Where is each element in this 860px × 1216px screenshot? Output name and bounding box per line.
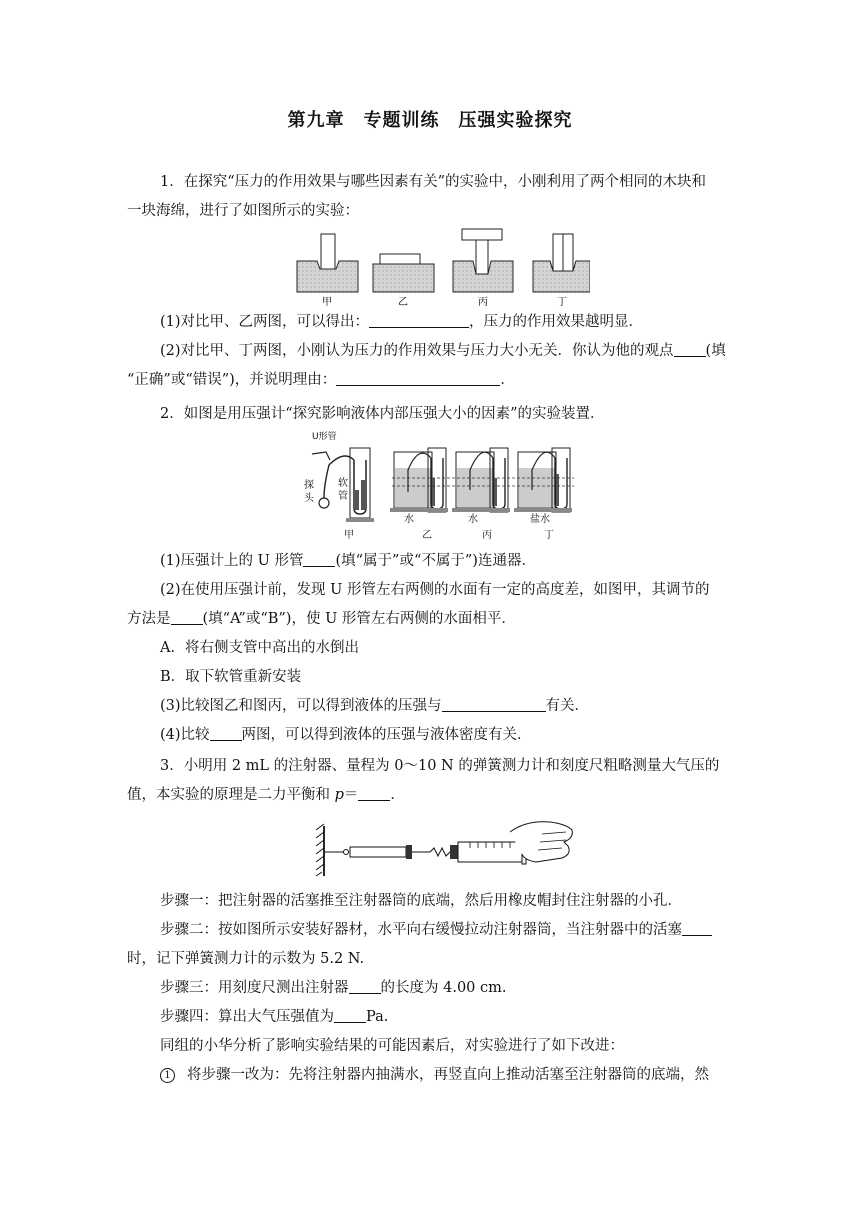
- q1-part2-text-a: (2)对比甲、丁两图，小刚认为压力的作用效果与压力大小无关．你认为他的观点: [160, 343, 674, 359]
- fig2-soft-tube-label-1: 软: [338, 478, 348, 489]
- q3-step2: [160, 920, 712, 940]
- fig2-ding: [514, 448, 572, 525]
- q3-syringe-figure: [310, 818, 578, 878]
- q1-part2: [160, 341, 726, 361]
- q1-part2-text-c: “正确”或“错误”)，并说明理由：: [127, 372, 337, 388]
- q3-intro-blank[interactable]: [358, 786, 390, 801]
- q2-part2-text-b: 方法是: [127, 611, 171, 627]
- q3-step2-text-a: 步骤二：按如图所示安装好器材，水平向右缓慢拉动注射器筒，当注射器中的活塞: [160, 922, 682, 938]
- q3-step1: 步骤一：把注射器的活塞推至注射器筒的底端，然后用橡皮帽封住注射器的小孔．: [160, 893, 682, 909]
- q3-intro-line1: 3．小明用 2 mL 的注射器、量程为 0～10 N 的弹簧测力计和刻度尺粗略测量大气压的: [160, 758, 720, 774]
- q3-step4-blank[interactable]: [334, 1008, 366, 1023]
- fig2-probe-label-1: 探: [304, 480, 314, 491]
- q2-part2: (2)在使用压强计前，发现 U 形管左右两侧的水面有一定的高度差，如图甲，其调节的: [160, 582, 710, 598]
- q2-part3-text-b: 有关．: [545, 698, 590, 714]
- q1-part2-text-b: (填: [705, 343, 726, 359]
- q2-option-b: B．取下软管重新安装: [160, 669, 302, 685]
- q2-part4-text-b: 两图，可以得到液体的压强与液体密度有关．: [241, 727, 532, 743]
- q1-part2-blank-1[interactable]: [674, 342, 706, 357]
- fig2-label-0: 甲: [344, 530, 354, 541]
- q2-part3-text-a: (3)比较图乙和图丙，可以得到液体的压强与: [160, 698, 442, 714]
- q2-part1-text-b: (填“属于”或“不属于”)连通器．: [335, 553, 536, 569]
- q3-intro-var: p: [334, 787, 344, 803]
- fig2-probe-label-2: 头: [304, 493, 314, 504]
- syringe: [450, 840, 526, 864]
- q1-part1-text-a: (1)对比甲、乙两图，可以得出：: [160, 314, 370, 330]
- q3-step3-text-a: 步骤三：用刻度尺测出注射器: [160, 980, 349, 996]
- q3-step4-text-b: Pa.: [366, 1009, 389, 1025]
- q2-part3-blank[interactable]: [442, 697, 546, 712]
- q2-part1-text-a: (1)压强计上的 U 形管: [160, 553, 304, 569]
- fig1-label-1: 乙: [398, 297, 408, 308]
- fig2-brine-label: 盐水: [530, 514, 550, 525]
- q2-intro: 2．如图是用压强计“探究影响液体内部压强大小的因素”的实验装置．: [160, 406, 605, 422]
- spring-scale: [324, 845, 450, 859]
- q3-step2-blank[interactable]: [682, 921, 712, 936]
- wall: [316, 824, 324, 876]
- fig2-water-label-2: 水: [468, 514, 478, 525]
- q3-intro-text-a: 值，本实验的原理是二力平衡和: [127, 787, 335, 803]
- q2-part4: [160, 725, 532, 745]
- q2-manometer-figure: [304, 430, 590, 542]
- fig1-label-3: 丁: [557, 297, 567, 308]
- page-title: 第九章 专题训练 压强实验探究: [287, 110, 573, 131]
- q1-part2-cont: [127, 370, 515, 390]
- fig2-label-3: 丁: [544, 530, 554, 541]
- q2-part1-blank[interactable]: [303, 552, 335, 567]
- fig2-water-label-1: 水: [404, 514, 414, 525]
- q3-item1-text: 将步骤一改为：先将注射器内抽满水，再竖直向上推动活塞至注射器筒的底端，然: [187, 1067, 709, 1083]
- fig2-bing: [452, 448, 510, 525]
- fig1-label-0: 甲: [322, 297, 332, 308]
- fig2-label-2: 丙: [482, 530, 492, 541]
- fig1-label-2: 丙: [478, 297, 488, 308]
- q1-part1: [160, 312, 643, 332]
- fig1-bing: [453, 229, 513, 292]
- q2-part2-blank[interactable]: [171, 610, 203, 625]
- q1-part1-text-b: ，压力的作用效果越明显．: [469, 314, 644, 330]
- q3-step3-text-b: 的长度为 4.00 cm.: [380, 980, 507, 996]
- q1-part2-text-d: ．: [500, 372, 515, 388]
- fig2-u-tube-label: U形管: [312, 432, 337, 442]
- fig2-soft-tube-label-2: 管: [338, 491, 348, 502]
- fig2-label-1: 乙: [422, 530, 432, 541]
- q3-intro-text-b: ＝: [343, 787, 359, 803]
- q2-part1: [160, 551, 536, 571]
- item-number-circle: 1: [160, 1068, 175, 1083]
- q3-step2-cont: 时，记下弹簧测力计的示数为 5.2 N.: [127, 951, 365, 967]
- q2-part2-cont: [127, 609, 516, 629]
- fig2-yi: [390, 448, 448, 525]
- q3-intro-text-c: ．: [390, 787, 405, 803]
- q3-item1: [160, 1065, 709, 1085]
- q2-part2-text-c: (填“A”或“B”)，使 U 形管左右两侧的水面相平．: [202, 611, 516, 627]
- q3-step4: [160, 1007, 388, 1027]
- q2-part4-blank[interactable]: [210, 726, 242, 741]
- q1-part2-blank-2[interactable]: [336, 371, 500, 386]
- q1-part1-blank[interactable]: [369, 313, 469, 328]
- q2-option-a: A．将右侧支管中高出的水倒出: [160, 640, 359, 656]
- fig2-jia: [304, 430, 374, 522]
- q3-step3: [160, 978, 506, 998]
- q3-intro-line2: [127, 785, 405, 805]
- q3-step4-text-a: 步骤四：算出大气压强值为: [160, 1009, 334, 1025]
- q1-intro-line2: 一块海绵，进行了如图所示的实验：: [127, 203, 359, 219]
- fig1-ding: [533, 234, 590, 292]
- q1-sponge-figure: [290, 226, 590, 308]
- q3-step3-blank[interactable]: [349, 979, 381, 994]
- fig1-jia: [297, 234, 358, 292]
- q3-improve: 同组的小华分析了影响实验结果的可能因素后，对实验进行了如下改进：: [160, 1038, 624, 1054]
- q2-part3: [160, 696, 589, 716]
- q2-part4-text-a: (4)比较: [160, 727, 210, 743]
- q1-intro-line1: 1．在探究“压力的作用效果与哪些因素有关”的实验中，小刚利用了两个相同的木块和: [160, 174, 707, 190]
- fig1-yi: [373, 254, 434, 292]
